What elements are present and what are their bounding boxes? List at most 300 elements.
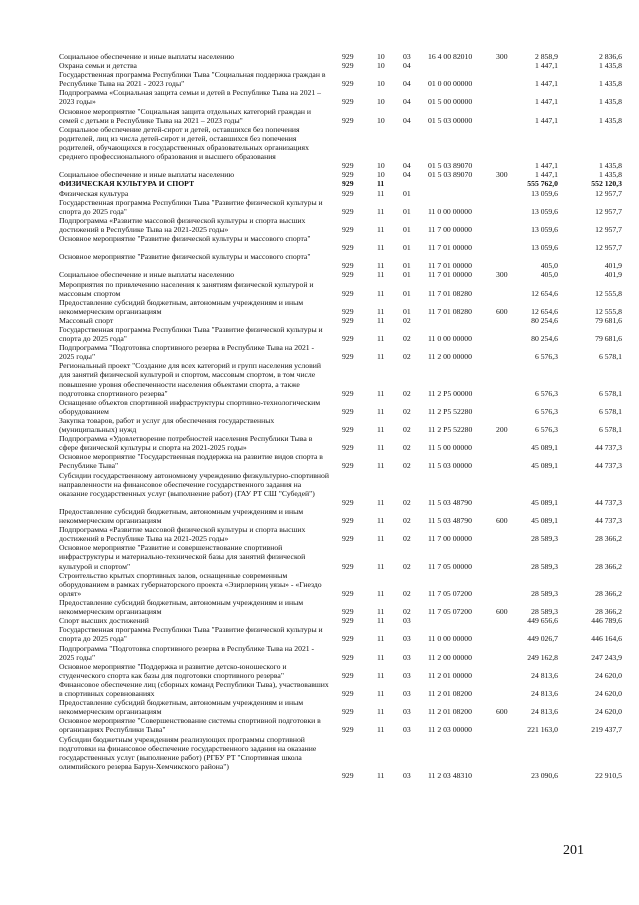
row-name: Социальное обеспечение и иные выплаты населению [59, 270, 235, 280]
row-name: Социальное обеспечение и иные выплаты населению [59, 52, 235, 61]
row-subsection: 02 [403, 352, 411, 362]
row-name: Подпрограмма "Подготовка спортивного резерва в Республике Тыва на 2021 - 2025 годы" [59, 343, 315, 362]
row-ved: 929 [342, 270, 354, 280]
row-subsection: 03 [403, 725, 411, 735]
table-row [0, 543, 639, 570]
row-ved: 929 [342, 224, 354, 234]
row-name: Региональный проект "Создание для всех категорий и групп населения условий для занятий физической культурой и спортом, массовым спортом, в том числе повышение уровня обеспеченности населения объектами спорта, а также подготовка спортивного резерва" [59, 361, 321, 398]
table-row [0, 61, 639, 70]
row-target-code: 11 7 00 00000 [428, 534, 472, 544]
row-ved: 929 [342, 97, 354, 107]
row-name: Основное мероприятие "Совершенствование системы спортивной подготовки в организациях Республики Тыва" [59, 716, 321, 735]
table-row [0, 434, 639, 452]
row-subsection: 03 [403, 616, 411, 626]
row-name: Субсидии государственному автономному учреждению физкультурно-спортивной направленности на финансовое обеспечение государственного задания на оказание государственных услуг (выполнение работ) (ГАУ РТ СШ "Субедей") [59, 470, 329, 498]
row-sum-year-2: 44 737,3 [595, 461, 622, 471]
row-sum-year-2: 6 578,1 [598, 388, 622, 398]
row-sum-year-2: 12 957,7 [595, 224, 622, 234]
row-ved: 929 [342, 206, 354, 216]
row-target-code: 11 2 P5 52280 [428, 425, 473, 435]
row-section: 11 [377, 315, 385, 325]
row-section: 11 [377, 406, 385, 416]
row-sum-year-1: 6 576,3 [534, 406, 558, 416]
row-ved: 929 [342, 688, 354, 698]
row-sum-year-2: 24 620,0 [595, 707, 622, 717]
row-name: Спорт высших достижений [59, 616, 149, 626]
row-target-code: 11 0 00 00000 [428, 334, 472, 344]
row-subsection: 04 [403, 170, 411, 180]
row-name: Строительство крытых спортивных залов, оснащенные современным оборудованием в рамках губернаторского проекта «Эзирлерниң уязы» - «Гнездо орлят» [59, 570, 322, 598]
row-section: 11 [377, 288, 385, 298]
row-sum-year-2: 28 366,2 [595, 534, 622, 544]
row-sum-year-1: 45 089,1 [531, 461, 558, 471]
row-sum-year-2: 12 555,8 [595, 288, 622, 298]
row-section: 10 [377, 61, 385, 71]
row-ved: 929 [342, 261, 354, 271]
row-sum-year-2: 1 435,8 [598, 97, 622, 107]
row-subsection: 03 [403, 670, 411, 680]
row-sum-year-1: 1 447,1 [534, 97, 558, 107]
row-section: 11 [377, 634, 385, 644]
row-target-code: 11 2 01 00000 [428, 670, 472, 680]
row-sum-year-2: 1 435,8 [598, 79, 622, 89]
row-ved: 929 [342, 616, 354, 626]
row-target-code: 11 7 05 07200 [428, 607, 472, 617]
row-subsection: 01 [403, 188, 411, 198]
row-subsection: 01 [403, 224, 411, 234]
row-sum-year-2: 247 243,9 [591, 652, 622, 662]
table-row [0, 398, 639, 416]
row-ved: 929 [342, 588, 354, 598]
row-target-code: 11 7 01 00000 [428, 270, 472, 280]
row-target-code: 01 5 03 89070 [428, 170, 473, 180]
table-row [0, 644, 639, 662]
row-subsection: 01 [403, 206, 411, 216]
row-target-code: 11 2 P5 52280 [428, 406, 473, 416]
row-sum-year-1: 221 163,0 [527, 725, 558, 735]
row-ved: 929 [342, 61, 354, 71]
row-sum-year-1: 12 654,6 [531, 306, 558, 316]
row-target-code: 01 5 03 00000 [428, 115, 473, 125]
row-section: 11 [377, 707, 385, 717]
row-name: Оснащение объектов спортивной инфраструктуры спортивно-технологическим оборудованием [59, 397, 321, 416]
table-row [0, 735, 639, 781]
row-target-code: 11 0 00 00000 [428, 206, 472, 216]
row-sum-year-1: 80 254,6 [531, 315, 558, 325]
row-sum-year-1: 6 576,3 [534, 352, 558, 362]
table-row [0, 680, 639, 698]
table-row [0, 698, 639, 716]
row-target-code: 01 0 00 00000 [428, 79, 473, 89]
row-name: Финансовое обеспечение лиц (сборных команд Республики Тыва), участвовавших в спортивных соревнованиях [59, 679, 329, 698]
row-target-code: 16 4 00 82010 [428, 52, 473, 61]
row-section: 11 [377, 352, 385, 362]
row-ved: 929 [342, 607, 354, 617]
row-target-code: 11 7 05 07200 [428, 588, 472, 598]
table-row [0, 252, 639, 270]
row-sum-year-1: 13 059,6 [531, 243, 558, 253]
row-section: 11 [377, 607, 385, 617]
row-subsection: 04 [403, 161, 411, 171]
table-row [0, 616, 639, 625]
row-name: Подпрограмма «Развитие массовой физической культуры и спорта высших достижений в Республике Тыва на 2021-2025 годы» [59, 525, 306, 544]
row-ved: 929 [342, 315, 354, 325]
row-subsection: 01 [403, 270, 411, 280]
row-subsection: 01 [403, 243, 411, 253]
row-sum-year-2: 24 620,0 [595, 688, 622, 698]
row-sum-year-1: 13 059,6 [531, 224, 558, 234]
row-sum-year-1: 23 090,6 [531, 770, 558, 780]
row-sum-year-2: 44 737,3 [595, 516, 622, 526]
row-ved: 929 [342, 652, 354, 662]
row-name: Предоставление субсидий бюджетным, автономным учреждениям и иным некоммерческим организациям [59, 698, 304, 717]
row-ved: 929 [342, 243, 354, 253]
row-section: 11 [377, 652, 385, 662]
row-sum-year-1: 405,0 [540, 270, 558, 280]
row-ved: 929 [342, 179, 354, 189]
row-ved: 929 [342, 707, 354, 717]
row-name: Основное мероприятие "Поддержка и развитие детско-юношеского и студенческого спорта как базы для подготовки спортивного резерва" [59, 661, 287, 680]
row-name: Государственная программа Республики Тыва "Социальная поддержка граждан в Республике Тыва на 2021 - 2023 годы" [59, 70, 326, 89]
row-name: Основное мероприятие "Государственная поддержка на развитие видов спорта в Республике Тыва" [59, 452, 323, 471]
row-name: Физическая культура [59, 188, 129, 198]
row-section: 11 [377, 334, 385, 344]
row-expense-type: 600 [496, 306, 508, 316]
row-sum-year-1: 80 254,6 [531, 334, 558, 344]
row-subsection: 02 [403, 425, 411, 435]
row-section: 11 [377, 497, 385, 507]
row-ved: 929 [342, 170, 354, 180]
row-target-code: 11 2 03 48310 [428, 770, 472, 780]
row-target-code: 11 7 01 08280 [428, 306, 472, 316]
row-ved: 929 [342, 461, 354, 471]
row-target-code: 11 5 00 00000 [428, 443, 472, 453]
table-row [0, 179, 639, 188]
row-subsection: 02 [403, 561, 411, 571]
row-target-code: 11 2 00 00000 [428, 352, 472, 362]
row-expense-type: 300 [496, 170, 508, 180]
row-section: 11 [377, 270, 385, 280]
row-subsection: 03 [403, 652, 411, 662]
row-ved: 929 [342, 725, 354, 735]
row-target-code: 11 2 01 08200 [428, 707, 472, 717]
row-subsection: 03 [403, 707, 411, 717]
table-row [0, 234, 639, 252]
table-row [0, 525, 639, 543]
row-sum-year-1: 13 059,6 [531, 188, 558, 198]
row-sum-year-2: 12 957,7 [595, 206, 622, 216]
row-section: 11 [377, 224, 385, 234]
row-ved: 929 [342, 770, 354, 780]
row-target-code: 11 5 03 48790 [428, 497, 472, 507]
row-name: Мероприятия по привлечению населения к занятиям физической культурой и массовым спортом [59, 279, 314, 298]
row-target-code: 11 2 01 08200 [428, 688, 472, 698]
row-ved: 929 [342, 497, 354, 507]
row-section: 11 [377, 588, 385, 598]
table-row [0, 316, 639, 325]
table-row [0, 452, 639, 470]
row-sum-year-1: 1 447,1 [534, 115, 558, 125]
row-subsection: 03 [403, 52, 411, 61]
row-ved: 929 [342, 670, 354, 680]
row-sum-year-1: 449 026,7 [527, 634, 558, 644]
row-sum-year-1: 28 589,3 [531, 607, 558, 617]
row-sum-year-2: 6 578,1 [598, 352, 622, 362]
row-sum-year-1: 2 858,9 [534, 52, 558, 61]
row-sum-year-1: 24 813,6 [531, 707, 558, 717]
row-name: Государственная программа Республики Тыва "Развитие физической культуры и спорта до 2025 года" [59, 625, 323, 644]
row-name: Подпрограмма "Подготовка спортивного резерва в Республике Тыва на 2021 - 2025 годы" [59, 643, 315, 662]
row-sum-year-1: 28 589,3 [531, 534, 558, 544]
row-section: 11 [377, 188, 385, 198]
row-subsection: 02 [403, 315, 411, 325]
row-name: Основное мероприятие "Социальная защита отдельных категорий граждан и семей с детьми в Республике Тыва на 2021 – 2023 годы" [59, 106, 312, 125]
table-row [0, 471, 639, 507]
row-subsection: 02 [403, 406, 411, 416]
row-sum-year-1: 28 589,3 [531, 561, 558, 571]
row-sum-year-2: 6 578,1 [598, 406, 622, 416]
row-sum-year-2: 1 435,8 [598, 161, 622, 171]
row-target-code: 11 5 03 48790 [428, 516, 472, 526]
row-ved: 929 [342, 115, 354, 125]
row-name: Социальное обеспечение и иные выплаты населению [59, 170, 235, 180]
row-section: 11 [377, 425, 385, 435]
table-row [0, 571, 639, 598]
row-section: 11 [377, 516, 385, 526]
row-target-code: 11 7 00 00000 [428, 224, 472, 234]
table-row [0, 662, 639, 680]
row-subsection: 02 [403, 443, 411, 453]
row-sum-year-2: 446 164,6 [591, 634, 622, 644]
row-sum-year-2: 6 578,1 [598, 425, 622, 435]
row-sum-year-2: 401,9 [604, 261, 622, 271]
row-section: 10 [377, 97, 385, 107]
table-row [0, 361, 639, 397]
row-sum-year-1: 45 089,1 [531, 516, 558, 526]
row-name: Массовый спорт [59, 315, 114, 325]
row-subsection: 02 [403, 607, 411, 617]
row-section: 11 [377, 206, 385, 216]
row-section: 11 [377, 725, 385, 735]
row-sum-year-1: 24 813,6 [531, 670, 558, 680]
row-target-code: 01 5 00 00000 [428, 97, 473, 107]
row-subsection: 02 [403, 516, 411, 526]
page-number: 201 [563, 843, 584, 858]
row-expense-type: 300 [496, 52, 508, 61]
row-ved: 929 [342, 79, 354, 89]
row-target-code: 11 2 03 00000 [428, 725, 472, 735]
row-sum-year-2: 12 957,7 [595, 243, 622, 253]
row-name: Основное мероприятие "Развитие физической культуры и массового спорта" [59, 252, 311, 262]
row-target-code: 11 7 01 00000 [428, 243, 472, 253]
row-sum-year-2: 79 681,6 [595, 334, 622, 344]
row-expense-type: 600 [496, 707, 508, 717]
row-sum-year-2: 79 681,6 [595, 315, 622, 325]
row-subsection: 02 [403, 334, 411, 344]
row-sum-year-1: 6 576,3 [534, 388, 558, 398]
table-row [0, 507, 639, 525]
row-subsection: 02 [403, 497, 411, 507]
row-name: Предоставление субсидий бюджетным, автономным учреждениям и иным некоммерческим организациям [59, 297, 304, 316]
row-subsection: 03 [403, 634, 411, 644]
row-target-code: 11 5 03 00000 [428, 461, 472, 471]
table-row [0, 189, 639, 198]
row-sum-year-1: 28 589,3 [531, 588, 558, 598]
row-subsection: 04 [403, 61, 411, 71]
row-sum-year-1: 24 813,6 [531, 688, 558, 698]
row-section: 11 [377, 770, 385, 780]
table-row [0, 70, 639, 88]
table-row [0, 270, 639, 279]
row-section: 11 [377, 388, 385, 398]
row-sum-year-2: 28 366,2 [595, 588, 622, 598]
table-row [0, 125, 639, 171]
row-sum-year-2: 12 957,7 [595, 188, 622, 198]
row-section: 11 [377, 443, 385, 453]
row-name: Охрана семьи и детства [59, 61, 137, 71]
row-target-code: 11 0 00 00000 [428, 634, 472, 644]
row-subsection: 04 [403, 97, 411, 107]
row-expense-type: 600 [496, 607, 508, 617]
row-section: 10 [377, 161, 385, 171]
row-section: 10 [377, 115, 385, 125]
row-subsection: 03 [403, 770, 411, 780]
row-section: 11 [377, 179, 385, 189]
row-name: ФИЗИЧЕСКАЯ КУЛЬТУРА И СПОРТ [59, 179, 195, 189]
table-row [0, 598, 639, 616]
row-name: Подпрограмма «Развитие массовой физической культуры и спорта высших достижений в Республике Тыва на 2021-2025 годы» [59, 215, 306, 234]
row-sum-year-2: 28 366,2 [595, 561, 622, 571]
row-ved: 929 [342, 52, 354, 61]
row-section: 10 [377, 170, 385, 180]
row-sum-year-1: 1 447,1 [534, 161, 558, 171]
row-ved: 929 [342, 561, 354, 571]
table-row [0, 170, 639, 179]
row-sum-year-1: 12 654,6 [531, 288, 558, 298]
row-section: 11 [377, 670, 385, 680]
row-sum-year-2: 219 437,7 [591, 725, 622, 735]
row-target-code: 11 2 00 00000 [428, 652, 472, 662]
row-subsection: 02 [403, 588, 411, 598]
row-sum-year-2: 446 789,6 [591, 616, 622, 626]
row-sum-year-2: 1 435,8 [598, 61, 622, 71]
row-subsection: 03 [403, 688, 411, 698]
row-subsection: 01 [403, 306, 411, 316]
row-name: Основное мероприятие "Развитие и совершенствование спортивной инфраструктуры и материально-технической базы для занятий физической культурой и спортом" [59, 543, 306, 571]
row-ved: 929 [342, 306, 354, 316]
row-sum-year-1: 449 656,6 [527, 616, 558, 626]
row-sum-year-1: 45 089,1 [531, 443, 558, 453]
row-target-code: 01 5 03 89070 [428, 161, 473, 171]
row-sum-year-2: 44 737,3 [595, 443, 622, 453]
row-ved: 929 [342, 443, 354, 453]
row-ved: 929 [342, 161, 354, 171]
row-section: 11 [377, 306, 385, 316]
row-ved: 929 [342, 425, 354, 435]
row-section: 10 [377, 79, 385, 89]
table-row [0, 343, 639, 361]
row-name: Государственная программа Республики Тыва "Развитие физической культуры и спорта до 2025 года" [59, 197, 323, 216]
row-expense-type: 300 [496, 270, 508, 280]
row-section: 11 [377, 243, 385, 253]
row-target-code: 11 2 P5 00000 [428, 388, 473, 398]
row-target-code: 11 7 01 08280 [428, 288, 472, 298]
row-ved: 929 [342, 288, 354, 298]
table-row [0, 298, 639, 316]
row-name: Основное мероприятие "Развитие физической культуры и массового спорта" [59, 234, 311, 243]
row-subsection: 02 [403, 388, 411, 398]
row-name: Субсидии бюджетным учреждениям реализующих программы спортивной подготовки на финансовое обеспечение государственного задания на оказание государственных услуг (выполнение работ) (РГБУ РТ "Спортивная школа олимпийского резерва Барун-Хемчикского района") [59, 734, 317, 771]
row-expense-type: 200 [496, 425, 508, 435]
row-name: Социальное обеспечение детей-сирот и детей, оставшихся без попечения родителей, лиц из числа детей-сирот и детей, оставшихся без попечения родителей, обучающихся в государственных образовательных организациях среднего профессионального образования и высшего образования [59, 124, 309, 162]
table-row [0, 107, 639, 125]
row-section: 10 [377, 52, 385, 61]
row-ved: 929 [342, 634, 354, 644]
table-row [0, 716, 639, 734]
row-subsection: 02 [403, 461, 411, 471]
row-section: 11 [377, 261, 385, 271]
row-sum-year-2: 401,9 [604, 270, 622, 280]
row-subsection: 02 [403, 534, 411, 544]
row-sum-year-1: 1 447,1 [534, 79, 558, 89]
row-target-code: 11 7 01 00000 [428, 261, 472, 271]
row-subsection: 01 [403, 261, 411, 271]
row-sum-year-2: 552 120,3 [591, 179, 622, 189]
row-expense-type: 600 [496, 516, 508, 526]
row-sum-year-1: 1 447,1 [534, 61, 558, 71]
table-row [0, 280, 639, 298]
row-subsection: 04 [403, 79, 411, 89]
row-sum-year-2: 44 737,3 [595, 497, 622, 507]
row-sum-year-2: 12 555,8 [595, 306, 622, 316]
row-target-code: 11 7 05 00000 [428, 561, 472, 571]
row-sum-year-1: 405,0 [540, 261, 558, 271]
row-sum-year-1: 249 162,8 [527, 652, 558, 662]
row-section: 11 [377, 616, 385, 626]
row-section: 11 [377, 534, 385, 544]
row-sum-year-2: 24 620,0 [595, 670, 622, 680]
table-row [0, 88, 639, 106]
row-ved: 929 [342, 516, 354, 526]
row-section: 11 [377, 688, 385, 698]
table-row [0, 416, 639, 434]
row-name: Предоставление субсидий бюджетным, автономным учреждениям и иным некоммерческим организациям [59, 598, 304, 617]
row-ved: 929 [342, 388, 354, 398]
row-sum-year-1: 45 089,1 [531, 497, 558, 507]
row-name: Государственная программа Республики Тыва "Развитие физической культуры и спорта до 2025 года" [59, 325, 323, 344]
table-row [0, 198, 639, 216]
row-ved: 929 [342, 352, 354, 362]
row-name: Закупка товаров, работ и услуг для обеспечения государственных (муниципальных) нужд [59, 416, 275, 435]
row-name: Подпрограмма «Социальная защита семьи и детей в Республике Тыва на 2021 – 2023 годы» [59, 88, 321, 107]
row-sum-year-2: 22 910,5 [595, 770, 622, 780]
row-section: 11 [377, 561, 385, 571]
row-sum-year-2: 1 435,8 [598, 115, 622, 125]
row-ved: 929 [342, 188, 354, 198]
row-sum-year-2: 28 366,2 [595, 607, 622, 617]
row-ved: 929 [342, 406, 354, 416]
row-ved: 929 [342, 534, 354, 544]
row-sum-year-1: 13 059,6 [531, 206, 558, 216]
row-sum-year-2: 1 435,8 [598, 170, 622, 180]
table-row [0, 625, 639, 643]
row-sum-year-1: 1 447,1 [534, 170, 558, 180]
row-sum-year-1: 6 576,3 [534, 425, 558, 435]
row-ved: 929 [342, 334, 354, 344]
row-section: 11 [377, 461, 385, 471]
table-row [0, 216, 639, 234]
row-name: Подпрограмма «Удовлетворение потребностей населения Республики Тыва в сфере физической культуры и спорта на 2021-2025 годы» [59, 434, 313, 453]
